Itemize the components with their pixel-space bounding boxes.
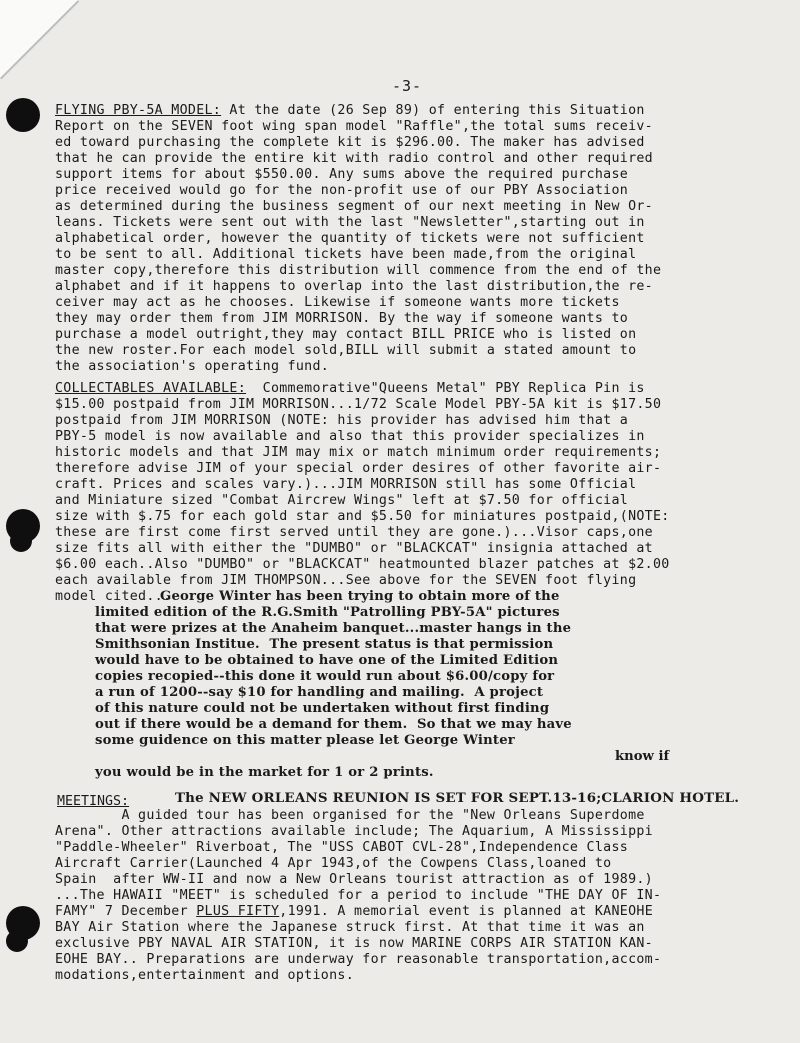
meetings-paragraph: [55, 808, 785, 984]
collectables-line: therefore advise JIM of your special order desires of other favorite air-: [55, 461, 662, 476]
collectables-line: $15.00 postpaid from JIM MORRISON...1/72 Scale Model PBY-5A kit is $17.50: [55, 397, 662, 412]
print-notice-line: limited edition of the R.G.Smith "Patrolling PBY-5A" pictures: [95, 605, 560, 620]
reunion-headline: The NEW ORLEANS REUNION IS SET FOR SEPT.13-16;CLARION HOTEL.: [175, 790, 740, 806]
pby-line: leans. Tickets were sent out with the last "Newsletter",starting out in: [55, 215, 645, 230]
print-notice-line: would have to be obtained to have one of the Limited Edition: [95, 653, 559, 668]
print-notice-line: Smithsonian Institue. The present status is that permission: [95, 637, 554, 652]
pby-line: as determined during the business segment of our next meeting in New Or-: [55, 199, 653, 214]
pby-line: to be sent to all. Additional tickets have been made,from the original: [55, 247, 637, 262]
print-notice-line: a run of 1200--say $10 for handling and mailing. A project: [95, 685, 544, 700]
collectables-paragraph: [55, 381, 785, 605]
collectables-line: each available from JIM THOMPSON...See above for the SEVEN foot flying: [55, 573, 637, 588]
pby-model-paragraph: [55, 103, 785, 375]
print-notice-last: you would be in the market for 1 or 2 prints.: [95, 765, 434, 780]
meetings-line: exclusive PBY NAVAL AIR STATION, it is now MARINE CORPS AIR STATION KAN-: [55, 936, 653, 951]
collectables-line: craft. Prices and scales vary.)...JIM MORRISON still has some Official: [55, 477, 637, 492]
pby-line: price received would go for the non-profit use of our PBY Association: [55, 183, 629, 198]
meetings-line: A guided tour has been organised for the "New Orleans Superdome: [55, 808, 645, 823]
meetings-line: EOHE BAY.. Preparations are underway for reasonable transportation,accom-: [55, 952, 662, 967]
pby-line: ceiver may act as he chooses. Likewise if someone wants more tickets: [55, 295, 620, 310]
fifty-suffix: ,1991. A memorial event is planned at KANEOHE: [279, 904, 654, 919]
print-notice-line: out if there would be a demand for them. So that we may have: [95, 717, 572, 732]
meetings-line: "Paddle-Wheeler" Riverboat, The "USS CABOT CVL-28",Independence Class: [55, 840, 629, 855]
fifty-prefix: FAMY" 7 December: [55, 904, 197, 919]
print-notice-right: know if: [615, 749, 670, 764]
punch-hole-top: [6, 98, 40, 132]
pby-line: the association's operating fund.: [55, 359, 330, 374]
pby-line: support items for about $550.00. Any sums above the required purchase: [55, 167, 629, 182]
pby-line: that he can provide the entire kit with radio control and other required: [55, 151, 653, 166]
collectables-line: and Miniature sized "Combat Aircrew Wings" left at $7.50 for official: [55, 493, 629, 508]
collectables-line: these are first come first served until they are gone.)...Visor caps,one: [55, 525, 653, 540]
pby-line: alphabetical order, however the quantity of tickets were not sufficient: [55, 231, 645, 246]
collectables-heading: COLLECTABLES AVAILABLE:: [55, 381, 247, 396]
pby-line: ed toward purchasing the complete kit is $296.00. The maker has advised: [55, 135, 645, 150]
collectables-first-line: Commemorative"Queens Metal" PBY Replica Pin is: [246, 381, 645, 396]
meetings-line: BAY Air Station where the Japanese struck first. At that time it was an: [55, 920, 645, 935]
meetings-line: Arena". Other attractions available include; The Aquarium, A Mississippi: [55, 824, 653, 839]
pby-line: Report on the SEVEN foot wing span model "Raffle",the total sums receiv-: [55, 119, 653, 134]
george-winter-intro: George Winter has been trying to obtain more of the: [160, 589, 560, 604]
collectables-line: size with $.75 for each gold star and $5.50 for miniatures postpaid,(NOTE:: [55, 509, 670, 524]
print-notice-line: some guidence on this matter please let George Winter: [95, 733, 515, 748]
pby-first-line: At the date (26 Sep 89) of entering this Situation: [221, 103, 645, 118]
pby-line: purchase a model outright,they may contact BILL PRICE who is listed on: [55, 327, 637, 342]
print-notice-line: copies recopied--this done it would run about $6.00/copy for: [95, 669, 555, 684]
meetings-line: Aircraft Carrier(Launched 4 Apr 1943,of the Cowpens Class,loaned to: [55, 856, 612, 871]
meetings-line: ...The HAWAII "MEET" is scheduled for a period to include "THE DAY OF IN-: [55, 888, 662, 903]
collectables-line: $6.00 each..Also "DUMBO" or "BLACKCAT" heatmounted blazer patches at $2.00: [55, 557, 670, 572]
collectables-line: model cited...: [55, 589, 172, 604]
collectables-line: size fits all with either the "DUMBO" or "BLACKCAT" insignia attached at: [55, 541, 653, 556]
collectables-line: postpaid from JIM MORRISON (NOTE: his provider has advised him that a: [55, 413, 629, 428]
pby-model-heading: FLYING PBY-5A MODEL:: [55, 103, 222, 118]
pby-line: master copy,therefore this distribution will commence from the end of the: [55, 263, 662, 278]
plus-fifty: PLUS FIFTY: [196, 904, 280, 919]
punch-hole-bottom-lower: [6, 930, 28, 952]
collectables-line: PBY-5 model is now available and also that this provider specializes in: [55, 429, 645, 444]
print-notice-line: of this nature could not be undertaken without first finding: [95, 701, 550, 716]
print-notice-block: [95, 605, 755, 749]
page-number: -3-: [392, 77, 423, 95]
punch-hole-middle-lower: [10, 530, 32, 552]
collectables-line: historic models and that JIM may mix or match minimum order requirements;: [55, 445, 662, 460]
print-notice-line: that were prizes at the Anaheim banquet...master hangs in the: [95, 621, 572, 636]
pby-line: the new roster.For each model sold,BILL will submit a stated amount to: [55, 343, 637, 358]
pby-line: they may order them from JIM MORRISON. By the way if someone wants to: [55, 311, 629, 326]
meetings-line: modations,entertainment and options.: [55, 968, 354, 983]
pby-line: alphabet and if it happens to overlap into the last distribution,the re-: [55, 279, 653, 294]
meetings-line: Spain after WW-II and now a New Orleans tourist attraction as of 1989.): [55, 872, 653, 887]
meetings-heading: MEETINGS:: [57, 794, 130, 809]
